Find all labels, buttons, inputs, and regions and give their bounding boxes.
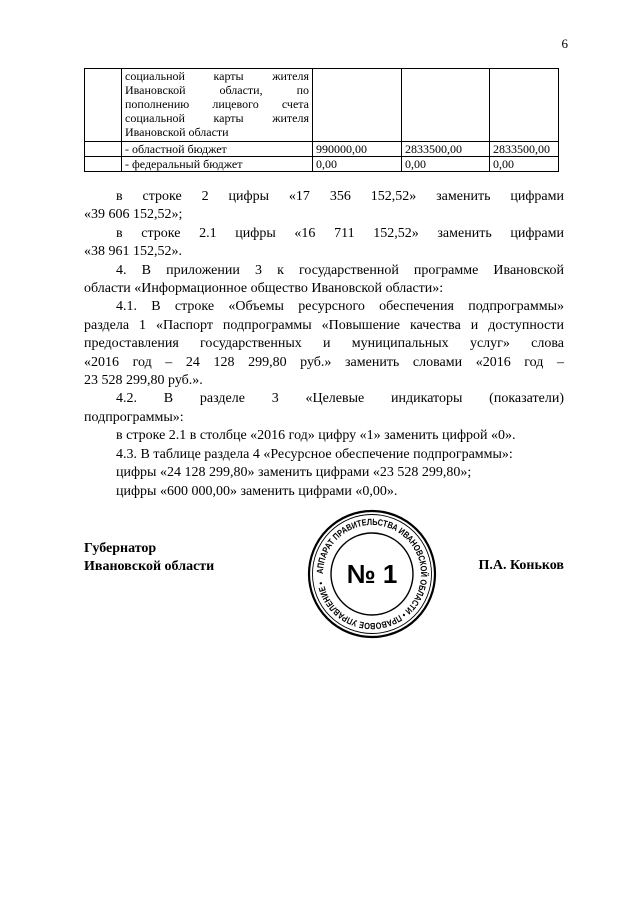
- table-cell-2016: [313, 69, 402, 142]
- table-cell-2018: [490, 69, 559, 142]
- table-cell-2017: [402, 69, 490, 142]
- paragraph-line: 4.3. В таблице раздела 4 «Ресурсное обеспечение подпрограммы»:: [116, 446, 513, 462]
- description-line: социальной карты жителя: [125, 69, 309, 83]
- paragraph-line: области «Информационное общество Ивановской области»:: [84, 281, 444, 297]
- table-cell-empty: [85, 157, 122, 172]
- table-cell-description: [122, 69, 313, 142]
- description-line: пополнению лицевого счета: [125, 97, 309, 111]
- table-row: [85, 69, 559, 142]
- paragraph-line: «39 606 152,52»;: [84, 207, 183, 223]
- paragraph-line: в строке 2.1 цифры «16 711 152,52» заменить цифрами: [116, 225, 564, 241]
- table-row: [85, 157, 559, 172]
- budget-table: [84, 68, 559, 172]
- paragraph-line: в строке 2 цифры «17 356 152,52» заменить цифрами: [116, 189, 564, 204]
- paragraph-line: 4.1. В строке «Объемы ресурсного обеспечения подпрограммы»: [116, 299, 564, 315]
- paragraph-line: «38 961 152,52».: [84, 244, 182, 260]
- table-cell-2017: 2833500,00: [402, 142, 490, 157]
- signatory-title-line: Губернатор: [84, 541, 157, 556]
- table-cell-2016: 990000,00: [313, 142, 402, 157]
- paragraph-line: раздела 1 «Паспорт подпрограммы «Повышение качества и доступности: [84, 317, 564, 333]
- paragraph-line: предоставления государственных и муниципальных услуг» слова: [84, 336, 564, 352]
- table-cell-2018: 2833500,00: [490, 142, 559, 157]
- paragraph-line: 4.2. В разделе 3 «Целевые индикаторы (показатели): [116, 391, 564, 407]
- table-cell-2016: 0,00: [313, 157, 402, 172]
- table-cell-2017: 0,00: [402, 157, 490, 172]
- paragraph-line: 23 528 299,80 руб.».: [84, 373, 203, 389]
- paragraph-line: цифры «24 128 299,80» заменить цифрами «23 528 299,80»;: [116, 465, 472, 481]
- paragraph-line: «2016 год – 24 128 299,80 руб.» заменить словами «2016 год –: [84, 354, 564, 370]
- paragraph-line: цифры «600 000,00» заменить цифрами «0,00».: [116, 483, 398, 499]
- table-cell-description: - федеральный бюджет: [122, 157, 313, 172]
- signatory-title: [84, 540, 214, 576]
- seal-ring-text: АППАРАТ ПРАВИТЕЛЬСТВА ИВАНОВСКОЙ ОБЛАСТИ • ПРАВОВОЕ УПРАВЛЕНИЕ •: [314, 516, 430, 632]
- description-line: Ивановской области, по: [125, 83, 309, 97]
- table-cell-empty: [85, 142, 122, 157]
- signatory-name: П.А. Коньков: [478, 558, 564, 573]
- official-seal: [306, 508, 438, 640]
- table-cell-description: - областной бюджет: [122, 142, 313, 157]
- document-body: [84, 188, 564, 501]
- signatory-title-line: Ивановской области: [84, 559, 215, 574]
- page-number: 6: [561, 36, 568, 51]
- table-row: [85, 142, 559, 157]
- paragraph-line: подпрограммы»:: [84, 409, 184, 425]
- seal-center-text: № 1: [346, 559, 398, 589]
- description-line: социальной карты жителя: [125, 111, 309, 125]
- paragraph-line: 4. В приложении 3 к государственной программе Ивановской: [116, 262, 564, 278]
- table-cell-empty: [85, 69, 122, 142]
- description-line: Ивановской области: [125, 125, 229, 139]
- table-cell-2018: 0,00: [490, 157, 559, 172]
- paragraph-line: в строке 2.1 в столбце «2016 год» цифру «1» заменить цифрой «0».: [116, 428, 516, 444]
